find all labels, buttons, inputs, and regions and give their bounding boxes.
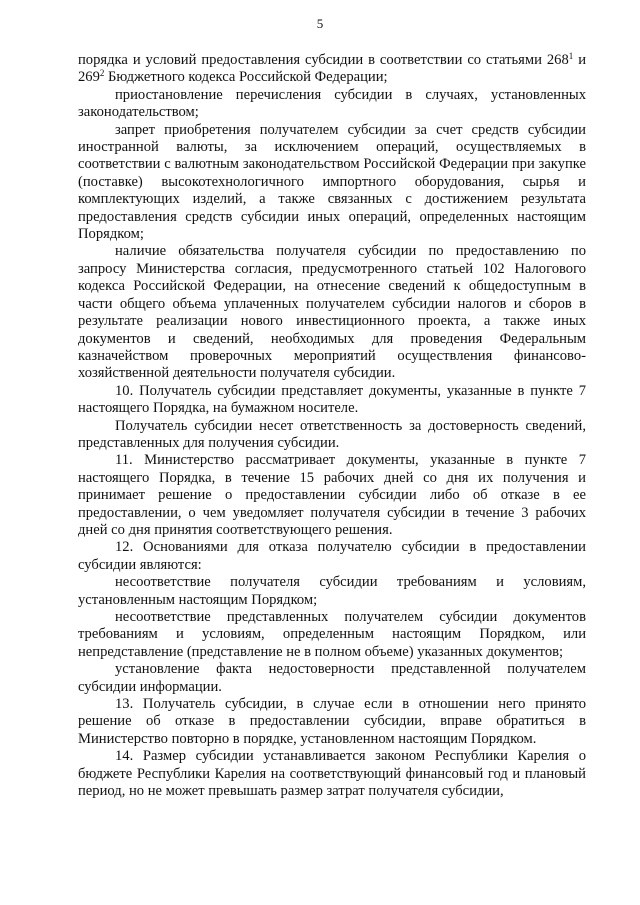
paragraph: установление факта недостоверности представленной получателем субсидии информации.: [78, 661, 586, 695]
paragraph: несоответствие представленных получателем субсидии документов требованиям и условиям, определенным настоящим Порядком, или непредставление (представление не в полном объеме) указанных документов;: [78, 609, 586, 660]
paragraph: запрет приобретения получателем субсидии за счет средств субсидии иностранной валюты, за исключением операций, осуществляемых в соответствии с валютным законодательством Российской Федерации при закупке (поставке) высокотехнологичного импортного оборудования, сырья и комплектующих изделий, а также связанных с достижением результата предоставления средств субсидии иных операций, определенных настоящим Порядком;: [78, 121, 586, 243]
paragraph: 10. Получатель субсидии представляет документы, указанные в пункте 7 настоящего Порядка, на бумажном носителе.: [78, 382, 586, 417]
superscript: 2: [99, 68, 105, 79]
paragraph: приостановление перечисления субсидии в случаях, установленных законодательством;: [78, 86, 586, 121]
paragraph: [78, 52, 586, 87]
superscript: 1: [568, 51, 574, 61]
paragraph: несоответствие получателя субсидии требованиям и условиям, установленным настоящим Порядком;: [78, 574, 586, 608]
page-number: 5: [316, 16, 324, 31]
paragraph: 11. Министерство рассматривает документы, указанные в пункте 7 настоящего Порядка, в течение 15 рабочих дней со дня их получения и принимает решение о предоставлении субсидии либо об отказе в ее предоставлении, о чем уведомляет получателя субсидии в течение 3 рабочих дней со дня принятия соответствующего решения.: [78, 452, 586, 538]
text-run: и 269: [78, 52, 587, 86]
paragraph: Получатель субсидии несет ответственность за достоверность сведений, представленных для получения субсидии.: [78, 417, 586, 451]
document-body: [78, 52, 586, 800]
paragraph: наличие обязательства получателя субсидии по предоставлению по запросу Министерства согласия, предусмотренного статьей 102 Налогового кодекса Российской Федерации, на отнесение сведений к общедоступным в части общего объема уплаченных получателем субсидии налогов и сборов в результате реализации нового инвестиционного проекта, а также иных документов и сведений, необходимых для проведения Федеральным казначейством проверочных мероприятий осуществления финансово-хозяйственной деятельности получателя субсидии.: [78, 243, 586, 382]
text-run: Бюджетного кодекса Российской Федерации;: [104, 69, 388, 86]
paragraph: 12. Основаниями для отказа получателю субсидии в предоставлении субсидии являются:: [78, 539, 586, 573]
paragraph: 14. Размер субсидии устанавливается законом Республики Карелия о бюджете Республики Карелия на соответствующий финансовый год и плановый период, но не может превышать размер затрат получателя субсидии,: [78, 748, 586, 800]
paragraph: 13. Получатель субсидии, в случае если в отношении него принято решение об отказе в предоставлении субсидии, вправе обратиться в Министерство повторно в порядке, установленном настоящим Порядком.: [78, 696, 586, 747]
text-run: порядка и условий предоставления субсидии в соответствии со статьями 268: [78, 52, 569, 68]
